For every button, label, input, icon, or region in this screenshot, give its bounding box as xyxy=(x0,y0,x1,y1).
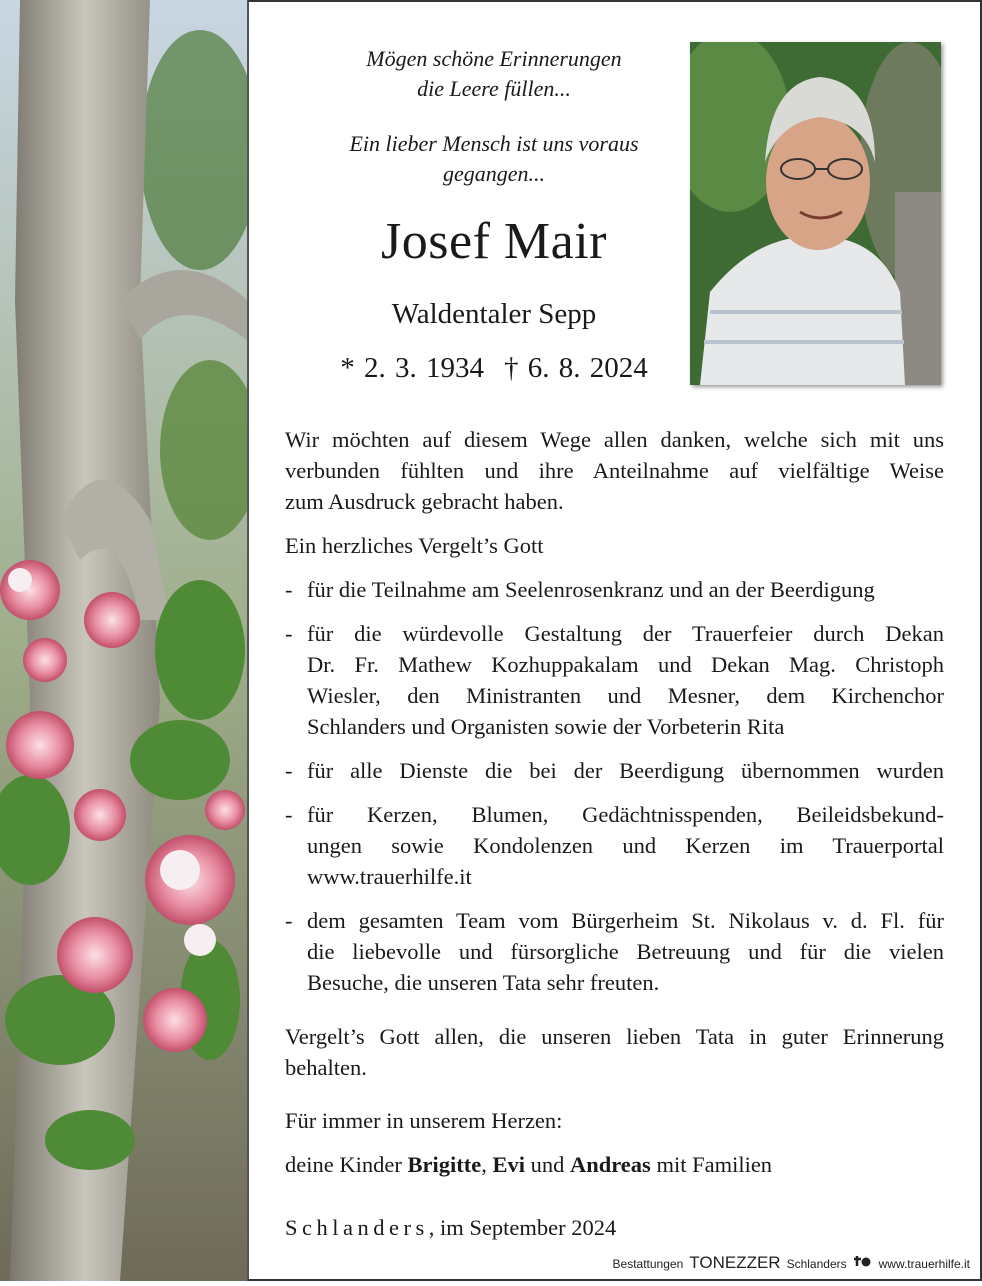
text-line: für die Teilnahme am Seelenrosenkranz und an der Beerdigung xyxy=(307,577,875,602)
forever-line: Für immer in unserem Herzen: xyxy=(285,1108,563,1133)
closing-paragraph xyxy=(285,1021,944,1083)
text: und xyxy=(524,1152,570,1177)
text-line: zum Ausdruck gebracht haben. xyxy=(285,489,564,514)
list-item xyxy=(285,618,944,742)
list-item xyxy=(285,574,944,605)
dash: - xyxy=(285,577,293,602)
dash: - xyxy=(285,802,293,827)
text: , xyxy=(481,1152,493,1177)
deceased-name: Josef Mair xyxy=(381,213,607,270)
signature-line xyxy=(285,1149,944,1180)
death-date: † 6. 8. 2024 xyxy=(504,352,648,384)
text-line: Wiesler, den Ministranten und Mesner, dem Kirchenchor xyxy=(307,683,944,708)
list-item xyxy=(285,905,944,998)
dash: - xyxy=(285,908,293,933)
text-line: Schlanders und Organisten sowie der Vorbeterin Rita xyxy=(307,714,785,739)
blossom-tree-image xyxy=(0,0,247,1281)
website-link[interactable]: www.trauerhilfe.it xyxy=(878,1257,970,1271)
place: Schlanders xyxy=(285,1215,429,1240)
thanks-heading: Ein herzliches Vergelt’s Gott xyxy=(285,533,544,558)
text-line: Wir möchten auf diesem Wege allen danken, welche sich mit uns xyxy=(285,427,944,452)
dash: - xyxy=(285,621,293,646)
memorial-quote-2 xyxy=(309,129,679,189)
footer-town: Schlanders xyxy=(786,1257,847,1271)
text-line: dem gesamten Team vom Bürgerheim St. Nikolaus v. d. Fl. für xyxy=(307,908,944,933)
text: deine Kinder xyxy=(285,1152,408,1177)
text-line: Vergelt’s Gott allen, die unseren lieben Tata in guter Erinnerung xyxy=(285,1024,944,1049)
nickname: Waldentaler Sepp xyxy=(391,298,597,330)
text-line: Dr. Fr. Mathew Kozhuppakalam und Dekan Mag. Christoph xyxy=(307,652,944,677)
tb-logo-icon xyxy=(853,1254,873,1271)
funeral-home-brand: TONEZZER xyxy=(689,1253,781,1272)
intro-paragraph xyxy=(285,424,944,517)
text-line: für alle Dienste die bei der Beerdigung übernommen wurden xyxy=(307,758,944,783)
text-line: die liebevolle und fürsorgliche Betreuung und für die vielen xyxy=(307,939,944,964)
list-item xyxy=(285,755,944,786)
quote-line: die Leere füllen... xyxy=(417,76,571,101)
text-line: für die würdevolle Gestaltung der Trauerfeier durch Dekan xyxy=(307,621,944,646)
text-line: verbunden fühlten und ihre Anteilnahme auf vielfältige Weise xyxy=(285,458,944,483)
place-date xyxy=(285,1212,944,1243)
memorial-quote xyxy=(309,44,679,104)
text-line: ungen sowie Kondolenzen und Kerzen im Trauerportal xyxy=(307,833,944,858)
funeral-home-footer xyxy=(613,1253,970,1273)
trauerhilfe-link-text: www.trauerhilfe.it xyxy=(307,864,472,889)
text-line: für Kerzen, Blumen, Gedächtnisspenden, Beileidsbekund- xyxy=(307,802,944,827)
death-notice-panel xyxy=(247,0,982,1281)
text: mit Familien xyxy=(650,1152,773,1177)
child-name: Brigitte xyxy=(407,1152,482,1177)
life-dates xyxy=(289,352,699,385)
list-item xyxy=(285,799,944,892)
quote-line: Ein lieber Mensch ist uns voraus xyxy=(349,131,639,156)
dash: - xyxy=(285,758,293,783)
portrait-photo xyxy=(690,42,941,385)
quote-line: gegangen... xyxy=(442,161,546,186)
birth-date: * 2. 3. 1934 xyxy=(340,352,484,384)
child-name: Andreas xyxy=(569,1152,651,1177)
quote-line: Mögen schöne Erinnerungen xyxy=(366,46,622,71)
notice-body xyxy=(285,424,944,1243)
footer-text: Bestattungen xyxy=(612,1257,684,1271)
text-line: Besuche, die unseren Tata sehr freuten. xyxy=(307,970,660,995)
text-line: behalten. xyxy=(285,1055,367,1080)
date: , im September 2024 xyxy=(428,1215,617,1240)
child-name: Evi xyxy=(492,1152,525,1177)
